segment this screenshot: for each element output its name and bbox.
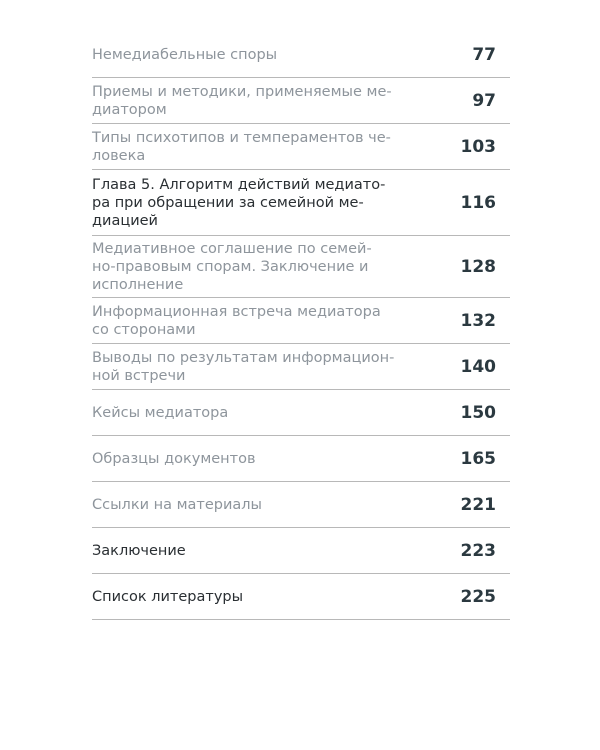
toc-entry-page: 150 xyxy=(460,402,496,423)
toc-entry-title: Немедиабельные споры xyxy=(92,46,278,63)
toc-entry-references-links[interactable] xyxy=(92,482,510,528)
toc-entry-title: Образцы документов xyxy=(92,450,256,467)
toc-entry-info-meeting[interactable] xyxy=(92,298,510,344)
toc-entry-title: Кейсы медиатора xyxy=(92,404,229,421)
toc-entry-conclusion[interactable] xyxy=(92,528,510,574)
toc-entry-meeting-conclusions[interactable] xyxy=(92,344,510,390)
toc-entry-title: Выводы по результатам информацион- ной встречи xyxy=(92,349,395,384)
toc-entry-psychotypes[interactable] xyxy=(92,124,510,170)
toc-entry-cases[interactable] xyxy=(92,390,510,436)
toc-entry-nonmediable-disputes[interactable] xyxy=(92,32,510,78)
toc-entry-title: Информационная встреча медиатора со сторонами xyxy=(92,303,381,338)
toc-entry-page: 221 xyxy=(460,494,496,515)
toc-entry-page: 132 xyxy=(460,310,496,331)
toc-entry-page: 77 xyxy=(472,44,496,65)
toc-entry-title: Глава 5. Алгоритм действий медиато- ра при обращении за семейной ме- диацией xyxy=(92,176,386,229)
toc-entry-chapter-5[interactable] xyxy=(92,170,510,236)
toc-entry-document-samples[interactable] xyxy=(92,436,510,482)
table-of-contents xyxy=(92,32,510,620)
toc-entry-title: Список литературы xyxy=(92,588,244,605)
toc-entry-title: Ссылки на материалы xyxy=(92,496,262,513)
toc-entry-techniques[interactable] xyxy=(92,78,510,124)
toc-entry-page: 140 xyxy=(460,356,496,377)
toc-entry-mediation-agreement[interactable] xyxy=(92,236,510,298)
toc-entry-page: 165 xyxy=(460,448,496,469)
toc-entry-title: Типы психотипов и темпераментов че- ловека xyxy=(92,129,391,164)
toc-entry-title: Приемы и методики, применяемые ме- диатором xyxy=(92,83,392,118)
toc-entry-page: 128 xyxy=(460,256,496,277)
toc-entry-bibliography[interactable] xyxy=(92,574,510,620)
toc-entry-page: 225 xyxy=(460,586,496,607)
toc-entry-page: 103 xyxy=(460,136,496,157)
toc-entry-title: Медиативное соглашение по семей- но-правовым спорам. Заключение и исполнение xyxy=(92,240,372,293)
toc-entry-title: Заключение xyxy=(92,542,186,559)
toc-entry-page: 97 xyxy=(472,90,496,111)
toc-entry-page: 223 xyxy=(460,540,496,561)
toc-entry-page: 116 xyxy=(460,192,496,213)
